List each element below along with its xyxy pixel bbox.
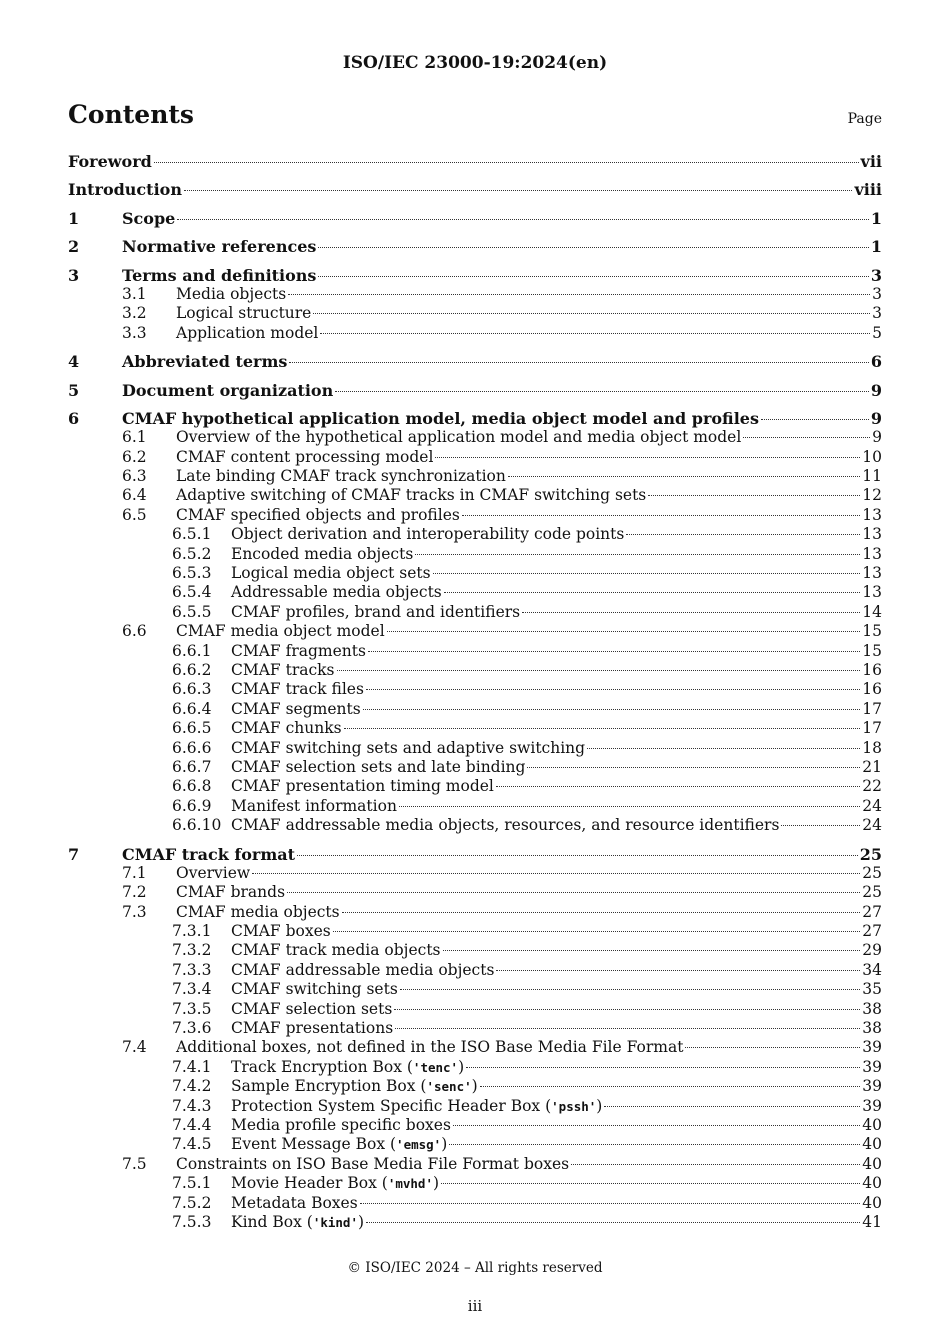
toc-entry-page: 11 bbox=[862, 467, 882, 486]
toc-dot-leader bbox=[415, 554, 860, 555]
toc-dot-leader bbox=[184, 190, 853, 191]
toc-entry-title: Sample Encryption Box ('senc') bbox=[231, 1077, 478, 1096]
toc-entry-number: 3.2 bbox=[122, 304, 147, 323]
toc-entry-page: 3 bbox=[872, 304, 882, 323]
toc-entry-title: CMAF addressable media objects bbox=[231, 960, 495, 979]
toc-entry[interactable] bbox=[68, 1097, 882, 1116]
toc-dot-leader bbox=[496, 970, 860, 971]
toc-entry[interactable] bbox=[68, 525, 882, 544]
toc-entry-number: 6.6.1 bbox=[172, 641, 212, 660]
toc-dot-leader bbox=[363, 709, 861, 710]
page-number: iii bbox=[467, 1297, 483, 1315]
toc-dot-leader bbox=[480, 1086, 861, 1087]
toc-entry-page: 27 bbox=[862, 902, 882, 921]
toc-entry[interactable] bbox=[68, 719, 882, 738]
contents-title: Contents bbox=[68, 100, 195, 129]
toc-entry-title: Foreword bbox=[68, 152, 152, 171]
toc-entry-page: 40 bbox=[862, 1154, 882, 1173]
toc-dot-leader bbox=[344, 728, 861, 729]
toc-entry-title: CMAF addressable media objects, resources, and resource identifiers bbox=[231, 816, 780, 835]
toc-entry[interactable] bbox=[68, 680, 882, 699]
toc-entry-page: 38 bbox=[862, 1019, 882, 1038]
toc-entry-title: Logical media object sets bbox=[231, 564, 431, 583]
toc-entry-title: Document organization bbox=[122, 380, 334, 400]
toc-entry-number: 6.6 bbox=[122, 622, 147, 641]
toc-entry-number: 7.3.5 bbox=[172, 999, 212, 1018]
toc-entry[interactable] bbox=[68, 1038, 882, 1057]
toc-entry-title: Late binding CMAF track synchronization bbox=[176, 467, 506, 486]
toc-dot-leader bbox=[395, 1028, 860, 1029]
page-column-label: Page bbox=[847, 111, 882, 127]
toc-entry-title: Media profile specific boxes bbox=[231, 1115, 451, 1134]
toc-entry-page: 13 bbox=[862, 583, 882, 602]
toc-dot-leader bbox=[289, 362, 868, 363]
toc-entry-page: 39 bbox=[862, 1077, 882, 1096]
toc-entry-page: 24 bbox=[862, 816, 882, 835]
toc-entry-title: Overview bbox=[176, 863, 251, 882]
toc-entry-title: CMAF fragments bbox=[231, 641, 366, 660]
toc-dot-leader bbox=[342, 912, 861, 913]
toc-entry[interactable] bbox=[68, 758, 882, 777]
toc-entry-page: 16 bbox=[862, 660, 882, 679]
toc-entry-number: 6.5.3 bbox=[172, 564, 212, 583]
toc-entry-title: Abbreviated terms bbox=[122, 352, 288, 372]
toc-entry-page: 16 bbox=[862, 680, 882, 699]
toc-entry-number: 6.6.5 bbox=[172, 719, 212, 738]
toc-entry-number: 6.5.1 bbox=[172, 525, 212, 544]
toc-entry-number: 2 bbox=[68, 237, 80, 257]
toc-entry-page: 10 bbox=[862, 447, 882, 466]
toc-entry[interactable] bbox=[68, 180, 882, 199]
toc-entry[interactable] bbox=[68, 564, 882, 583]
toc-entry-page: 15 bbox=[862, 622, 882, 641]
toc-entry[interactable] bbox=[68, 152, 882, 171]
toc-entry-title: CMAF track media objects bbox=[231, 941, 441, 960]
toc-dot-leader bbox=[433, 573, 861, 574]
toc-entry-number: 5 bbox=[68, 380, 80, 400]
toc-entry-number: 6.1 bbox=[122, 428, 147, 447]
toc-entry[interactable] bbox=[68, 304, 882, 323]
toc-entry[interactable] bbox=[68, 903, 882, 922]
toc-entry-number: 6.5 bbox=[122, 505, 147, 524]
toc-entry-page: 40 bbox=[862, 1115, 882, 1134]
toc-entry[interactable] bbox=[68, 622, 882, 641]
toc-entry-number: 7.1 bbox=[122, 863, 147, 882]
toc-entry-title: CMAF hypothetical application model, media object model and profiles bbox=[122, 408, 759, 428]
toc-entry-page: 21 bbox=[862, 757, 882, 776]
toc-dot-leader bbox=[366, 1222, 860, 1223]
toc-entry-number: 6.5.2 bbox=[172, 544, 212, 563]
toc-entry-page: 35 bbox=[862, 980, 882, 999]
toc-dot-leader bbox=[441, 1183, 860, 1184]
toc-entry-number: 6.6.4 bbox=[172, 699, 212, 718]
toc-entry[interactable] bbox=[68, 545, 882, 564]
toc-entry[interactable] bbox=[68, 285, 882, 304]
toc-dot-leader bbox=[527, 767, 860, 768]
toc-entry-page: 40 bbox=[862, 1135, 882, 1154]
toc-entry-title: CMAF track files bbox=[231, 680, 364, 699]
toc-entry-page: 34 bbox=[862, 960, 882, 979]
toc-dot-leader bbox=[387, 631, 861, 632]
table-of-contents bbox=[68, 152, 882, 1232]
toc-entry-title: Event Message Box ('emsg') bbox=[231, 1135, 448, 1154]
toc-entry-number: 7.5.1 bbox=[172, 1174, 212, 1193]
toc-entry[interactable] bbox=[68, 448, 882, 467]
toc-entry-title: Terms and definitions bbox=[122, 265, 317, 285]
toc-entry[interactable] bbox=[68, 941, 882, 960]
toc-entry-page: 25 bbox=[862, 863, 882, 882]
toc-entry-number: 6.6.6 bbox=[172, 738, 212, 757]
toc-dot-leader bbox=[400, 989, 860, 990]
toc-entry[interactable] bbox=[68, 209, 882, 228]
toc-entry[interactable] bbox=[68, 922, 882, 941]
toc-entry-number: 6.6.7 bbox=[172, 757, 212, 776]
toc-entry-page: 18 bbox=[862, 738, 882, 757]
toc-entry[interactable] bbox=[68, 428, 882, 447]
toc-entry[interactable] bbox=[68, 961, 882, 980]
toc-dot-leader bbox=[781, 825, 860, 826]
toc-dot-leader bbox=[685, 1047, 860, 1048]
toc-entry-box-code: 'emsg' bbox=[396, 1137, 442, 1153]
toc-entry-page: 38 bbox=[862, 999, 882, 1018]
toc-entry[interactable] bbox=[68, 237, 882, 256]
toc-entry-page: 13 bbox=[862, 505, 882, 524]
toc-entry-title: Scope bbox=[122, 208, 176, 228]
toc-entry[interactable] bbox=[68, 1174, 882, 1193]
toc-entry[interactable] bbox=[68, 583, 882, 602]
toc-entry-number: 4 bbox=[68, 352, 80, 372]
toc-dot-leader bbox=[154, 162, 859, 163]
toc-dot-leader bbox=[443, 950, 861, 951]
toc-entry-number: 7.4.1 bbox=[172, 1057, 212, 1076]
toc-dot-leader bbox=[626, 534, 860, 535]
toc-entry-title: Encoded media objects bbox=[231, 544, 414, 563]
toc-entry[interactable] bbox=[68, 1213, 882, 1232]
toc-entry-page: 22 bbox=[862, 777, 882, 796]
toc-entry-number: 6.5.5 bbox=[172, 602, 212, 621]
toc-entry[interactable] bbox=[68, 381, 882, 400]
toc-entry[interactable] bbox=[68, 409, 882, 428]
toc-entry-page: 17 bbox=[862, 699, 882, 718]
toc-entry-number: 6.6.3 bbox=[172, 680, 212, 699]
toc-dot-leader bbox=[399, 806, 860, 807]
toc-entry-title: CMAF switching sets and adaptive switching bbox=[231, 738, 586, 757]
toc-entry-title: CMAF profiles, brand and identifiers bbox=[231, 602, 521, 621]
toc-entry-page: 9 bbox=[870, 380, 882, 400]
toc-entry-title: CMAF chunks bbox=[231, 719, 342, 738]
toc-entry[interactable] bbox=[68, 661, 882, 680]
toc-dot-leader bbox=[648, 495, 860, 496]
toc-dot-leader bbox=[435, 457, 860, 458]
toc-entry[interactable] bbox=[68, 467, 882, 486]
toc-entry-number: 3.1 bbox=[122, 284, 147, 303]
toc-entry-page: 17 bbox=[862, 719, 882, 738]
toc-entry-title: Manifest information bbox=[231, 796, 397, 815]
toc-dot-leader bbox=[587, 748, 860, 749]
toc-entry-page: 9 bbox=[870, 408, 882, 428]
toc-entry[interactable] bbox=[68, 1000, 882, 1019]
toc-entry[interactable] bbox=[68, 777, 882, 796]
toc-entry[interactable] bbox=[68, 324, 882, 343]
toc-entry-number: 7.3.3 bbox=[172, 960, 212, 979]
toc-dot-leader bbox=[360, 1203, 861, 1204]
toc-dot-leader bbox=[394, 1009, 860, 1010]
toc-entry-page: 13 bbox=[862, 564, 882, 583]
contents-title-row bbox=[68, 100, 882, 129]
toc-entry-page: 1 bbox=[870, 237, 882, 257]
toc-entry-box-code: 'pssh' bbox=[551, 1098, 597, 1114]
toc-dot-leader bbox=[571, 1164, 860, 1165]
toc-entry[interactable] bbox=[68, 352, 882, 371]
toc-entry-title: CMAF content processing model bbox=[176, 447, 434, 466]
toc-entry-number: 7.4.5 bbox=[172, 1135, 212, 1154]
toc-entry-title: Constraints on ISO Base Media File Format boxes bbox=[176, 1154, 570, 1173]
toc-dot-leader bbox=[287, 892, 860, 893]
toc-entry[interactable] bbox=[68, 797, 882, 816]
toc-entry-page: 39 bbox=[862, 1096, 882, 1115]
toc-entry-page: 3 bbox=[872, 284, 882, 303]
toc-entry[interactable] bbox=[68, 700, 882, 719]
toc-entry[interactable] bbox=[68, 1077, 882, 1096]
toc-dot-leader bbox=[333, 931, 861, 932]
toc-entry-number: 6.6.2 bbox=[172, 660, 212, 679]
toc-entry-title: CMAF switching sets bbox=[231, 980, 398, 999]
toc-entry[interactable] bbox=[68, 506, 882, 525]
toc-dot-leader bbox=[313, 313, 870, 314]
toc-entry-page: viii bbox=[854, 180, 882, 200]
toc-entry-number: 7 bbox=[68, 844, 80, 864]
toc-entry-page: 29 bbox=[862, 941, 882, 960]
toc-entry[interactable] bbox=[68, 642, 882, 661]
toc-entry-page: 39 bbox=[862, 1038, 882, 1057]
toc-dot-leader bbox=[335, 391, 869, 392]
toc-entry-title: Normative references bbox=[122, 237, 317, 257]
toc-entry-title: Application model bbox=[176, 323, 319, 342]
toc-dot-leader bbox=[522, 612, 860, 613]
toc-entry[interactable] bbox=[68, 864, 882, 883]
toc-entry-page: 6 bbox=[870, 352, 882, 372]
toc-entry-box-code: 'senc' bbox=[426, 1079, 472, 1095]
toc-entry-page: 39 bbox=[862, 1057, 882, 1076]
toc-dot-leader bbox=[337, 670, 861, 671]
toc-entry[interactable] bbox=[68, 845, 882, 864]
toc-entry[interactable] bbox=[68, 603, 882, 622]
toc-entry-number: 7.4 bbox=[122, 1038, 147, 1057]
toc-entry-page: 27 bbox=[862, 922, 882, 941]
toc-entry-title: CMAF brands bbox=[176, 883, 286, 902]
toc-entry[interactable] bbox=[68, 1058, 882, 1077]
toc-entry-title: CMAF media object model bbox=[176, 622, 385, 641]
toc-entry-page: 14 bbox=[862, 602, 882, 621]
toc-entry-number: 3.3 bbox=[122, 323, 147, 342]
toc-entry-page: 9 bbox=[872, 428, 882, 447]
toc-dot-leader bbox=[508, 476, 860, 477]
toc-entry-number: 7.3.1 bbox=[172, 922, 212, 941]
toc-dot-leader bbox=[743, 437, 870, 438]
toc-entry-number: 7.3 bbox=[122, 902, 147, 921]
toc-entry-box-code: 'kind' bbox=[312, 1214, 358, 1230]
toc-entry-title: Introduction bbox=[68, 180, 182, 200]
toc-entry-title: Movie Header Box ('mvhd') bbox=[231, 1174, 440, 1193]
toc-entry-page: 3 bbox=[870, 265, 882, 285]
copyright-footer: © ISO/IEC 2024 – All rights reserved bbox=[347, 1260, 603, 1276]
toc-entry[interactable] bbox=[68, 1116, 882, 1135]
toc-dot-leader bbox=[444, 592, 861, 593]
toc-entry-page: 5 bbox=[872, 323, 882, 342]
toc-entry-title: Object derivation and interoperability code points bbox=[231, 525, 625, 544]
toc-entry-number: 6.3 bbox=[122, 467, 147, 486]
toc-dot-leader bbox=[466, 1067, 860, 1068]
toc-entry-number: 7.3.2 bbox=[172, 941, 212, 960]
toc-entry-number: 7.4.2 bbox=[172, 1077, 212, 1096]
toc-entry-number: 6.6.8 bbox=[172, 777, 212, 796]
toc-entry-page: 40 bbox=[862, 1174, 882, 1193]
toc-entry-number: 6 bbox=[68, 408, 80, 428]
toc-entry-page: 25 bbox=[859, 844, 882, 864]
toc-dot-leader bbox=[320, 333, 870, 334]
toc-entry-number: 6.6.9 bbox=[172, 796, 212, 815]
toc-entry[interactable] bbox=[68, 1019, 882, 1038]
toc-dot-leader bbox=[318, 247, 868, 248]
toc-entry-number: 7.5 bbox=[122, 1154, 147, 1173]
toc-entry-page: 25 bbox=[862, 883, 882, 902]
toc-entry-title: Adaptive switching of CMAF tracks in CMAF switching sets bbox=[176, 486, 647, 505]
toc-entry-title: Protection System Specific Header Box ('pssh') bbox=[231, 1096, 603, 1115]
toc-entry-title: CMAF presentations bbox=[231, 1019, 394, 1038]
toc-entry-number: 7.2 bbox=[122, 883, 147, 902]
toc-dot-leader bbox=[297, 855, 858, 856]
toc-entry-page: 13 bbox=[862, 525, 882, 544]
toc-entry[interactable] bbox=[68, 1155, 882, 1174]
toc-entry[interactable] bbox=[68, 739, 882, 758]
toc-entry-title: CMAF selection sets and late binding bbox=[231, 757, 526, 776]
toc-entry-page: 24 bbox=[862, 796, 882, 815]
toc-entry[interactable] bbox=[68, 266, 882, 285]
toc-dot-leader bbox=[761, 419, 869, 420]
toc-entry-title: CMAF tracks bbox=[231, 660, 335, 679]
toc-dot-leader bbox=[462, 515, 860, 516]
toc-entry-number: 7.4.3 bbox=[172, 1096, 212, 1115]
toc-entry-page: 15 bbox=[862, 641, 882, 660]
toc-entry-title: CMAF segments bbox=[231, 699, 361, 718]
toc-entry-title: CMAF boxes bbox=[231, 922, 331, 941]
toc-entry-title: Track Encryption Box ('tenc') bbox=[231, 1057, 465, 1076]
toc-entry-number: 3 bbox=[68, 265, 80, 285]
toc-entry-title: Metadata Boxes bbox=[231, 1193, 358, 1212]
toc-entry-title: Overview of the hypothetical application model and media object model bbox=[176, 428, 742, 447]
toc-entry-number: 7.3.4 bbox=[172, 980, 212, 999]
toc-dot-leader bbox=[318, 276, 868, 277]
toc-entry-number: 1 bbox=[68, 208, 80, 228]
toc-entry-number: 7.4.4 bbox=[172, 1115, 212, 1134]
toc-dot-leader bbox=[453, 1125, 860, 1126]
toc-dot-leader bbox=[177, 219, 869, 220]
toc-dot-leader bbox=[252, 873, 860, 874]
toc-entry-number: 6.6.10 bbox=[172, 816, 222, 835]
toc-dot-leader bbox=[368, 651, 860, 652]
toc-entry-title: CMAF media objects bbox=[176, 902, 340, 921]
toc-entry[interactable] bbox=[68, 1194, 882, 1213]
toc-entry-box-code: 'mvhd' bbox=[387, 1176, 433, 1192]
toc-entry-title: CMAF specified objects and profiles bbox=[176, 505, 460, 524]
toc-entry-title: Media objects bbox=[176, 284, 287, 303]
toc-entry-number: 7.3.6 bbox=[172, 1019, 212, 1038]
toc-entry-page: 1 bbox=[870, 208, 882, 228]
toc-entry[interactable] bbox=[68, 980, 882, 999]
toc-dot-leader bbox=[449, 1144, 860, 1145]
toc-entry-number: 7.5.3 bbox=[172, 1212, 212, 1231]
toc-dot-leader bbox=[604, 1106, 860, 1107]
toc-entry-title: Logical structure bbox=[176, 304, 312, 323]
toc-entry[interactable] bbox=[68, 486, 882, 505]
toc-dot-leader bbox=[496, 786, 860, 787]
toc-entry-page: 41 bbox=[862, 1212, 882, 1231]
toc-entry-title: CMAF track format bbox=[122, 844, 296, 864]
toc-entry-number: 6.4 bbox=[122, 486, 147, 505]
toc-entry-number: 6.2 bbox=[122, 447, 147, 466]
toc-entry-title: CMAF selection sets bbox=[231, 999, 393, 1018]
toc-entry-box-code: 'tenc' bbox=[412, 1059, 459, 1075]
toc-entry-page: 13 bbox=[862, 544, 882, 563]
toc-dot-leader bbox=[366, 689, 860, 690]
toc-dot-leader bbox=[288, 294, 870, 295]
toc-entry-page: vii bbox=[860, 152, 882, 171]
toc-entry[interactable] bbox=[68, 1135, 882, 1154]
toc-entry-title: Kind Box ('kind') bbox=[231, 1212, 365, 1231]
toc-entry-title: Additional boxes, not defined in the ISO Base Media File Format bbox=[176, 1038, 684, 1057]
toc-entry[interactable] bbox=[68, 883, 882, 902]
document-id-header: ISO/IEC 23000-19:2024(en) bbox=[342, 53, 608, 73]
toc-entry-page: 40 bbox=[862, 1193, 882, 1212]
toc-entry[interactable] bbox=[68, 816, 882, 835]
toc-entry-title: CMAF presentation timing model bbox=[231, 777, 494, 796]
toc-entry-page: 12 bbox=[862, 486, 882, 505]
toc-entry-title: Addressable media objects bbox=[231, 583, 442, 602]
toc-entry-number: 7.5.2 bbox=[172, 1193, 212, 1212]
toc-entry-number: 6.5.4 bbox=[172, 583, 212, 602]
